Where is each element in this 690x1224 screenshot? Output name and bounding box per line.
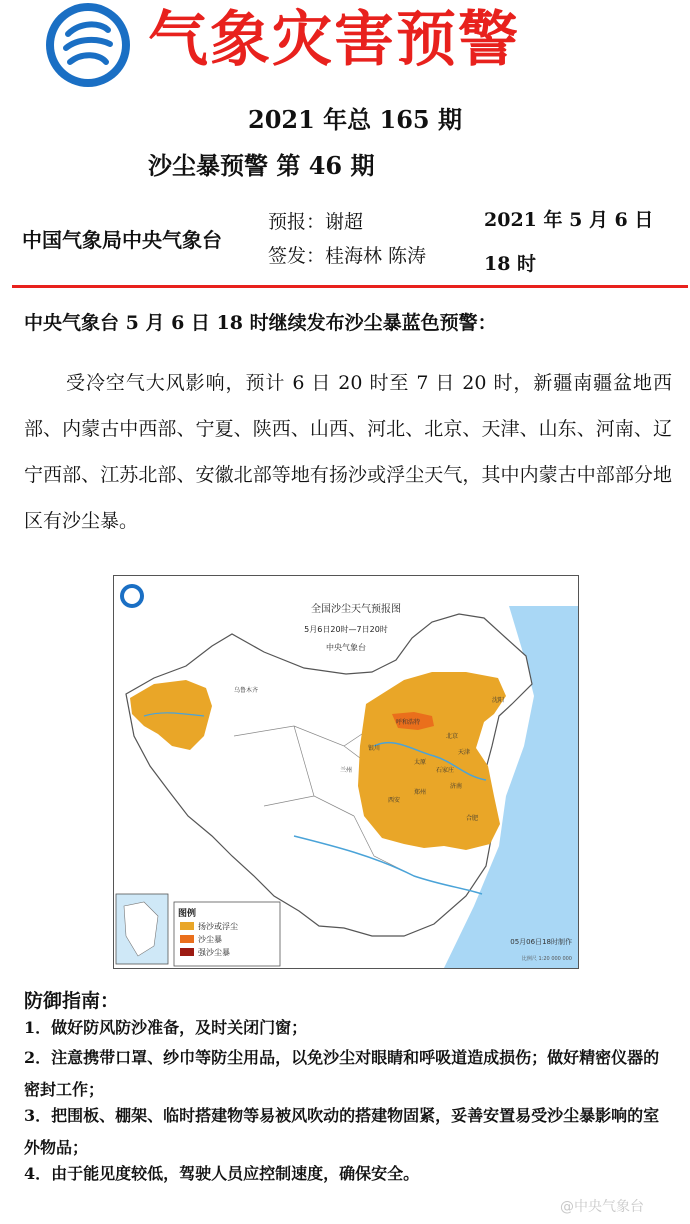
map-place-label: 天津 [458, 749, 471, 756]
map-place-label: 银川 [368, 745, 381, 752]
map-place-label: 石家庄 [436, 767, 455, 774]
dust-forecast-map [113, 575, 579, 969]
map-place-label: 沈阳 [492, 697, 505, 704]
agency-name: 中国气象局中央气象台 [22, 228, 222, 252]
map-period: 5月6日20时—7日20时 [304, 625, 388, 634]
page-title: 气象灾害预警 [148, 5, 520, 75]
map-place-label: 合肥 [466, 815, 479, 822]
warning-headline: 中央气象台 5 月 6 日 18 时继续发布沙尘暴蓝色预警： [24, 312, 497, 334]
forecaster: 预报：谢超 [268, 211, 364, 233]
issue-dust-number: 沙尘暴预警 第 46 期 [148, 151, 375, 180]
guide-item: 4．由于能见度较低，驾驶人员应控制速度，确保安全。 [24, 1164, 420, 1183]
legend-label: 强沙尘暴 [198, 948, 230, 957]
legend-swatch-sandstorm [180, 935, 194, 943]
issuer: 签发：桂海林 陈涛 [268, 245, 427, 267]
cma-logo-icon [40, 0, 136, 90]
legend-swatch-severe-sandstorm [180, 948, 194, 956]
map-place-label: 西安 [388, 797, 401, 804]
map-place-label: 济南 [450, 783, 463, 790]
legend-label: 沙尘暴 [198, 935, 222, 944]
guide-item: 3．把围板、棚架、临时搭建物等易被风吹动的搭建物固紧，妥善安置易受沙尘暴影响的室外物品； [24, 1106, 660, 1157]
issue-total-number: 2021 年总 165 期 [248, 105, 462, 134]
map-issued-time: 05月06日18时制作 [510, 938, 572, 946]
watermark: @中央气象台 [560, 1199, 644, 1215]
map-place-label: 呼和浩特 [396, 719, 421, 726]
guide-item: 1．做好防风防沙准备，及时关闭门窗； [24, 1018, 308, 1037]
map-canvas [114, 576, 578, 968]
map-source: 中央气象台 [326, 643, 366, 652]
legend-swatch-floating-dust [180, 922, 194, 930]
legend-label: 扬沙或浮尘 [198, 922, 238, 931]
guide-item: 2．注意携带口罩、纱巾等防尘用品，以免沙尘对眼睛和呼吸道造成损伤；做好精密仪器的密封工作； [24, 1048, 660, 1099]
legend-title: 图例 [178, 909, 197, 919]
guide-title: 防御指南： [24, 990, 120, 1012]
map-title: 全国沙尘天气预报图 [311, 604, 401, 615]
divider [12, 285, 688, 288]
map-place-label: 郑州 [414, 789, 427, 796]
map-place-label: 乌鲁木齐 [234, 687, 259, 694]
map-place-label: 兰州 [340, 767, 353, 774]
issue-time: 2021 年 5 月 6 日 18 时 [484, 209, 654, 275]
warning-body: 受冷空气大风影响，预计 6 日 20 时至 7 日 20 时，新疆南疆盆地西部、内蒙古中西部、宁夏、陕西、山西、河北、北京、天津、山东、河南、辽宁西部、江苏北部、安徽北部等地有扬沙或浮尘天气，其中内蒙古中部部分地区有沙尘暴。 [24, 372, 672, 532]
map-place-label: 北京 [446, 733, 459, 740]
map-scale: 比例尺 1:20 000 000 [521, 956, 572, 962]
north-china-dust-area [358, 672, 506, 850]
map-place-label: 太原 [414, 759, 427, 766]
